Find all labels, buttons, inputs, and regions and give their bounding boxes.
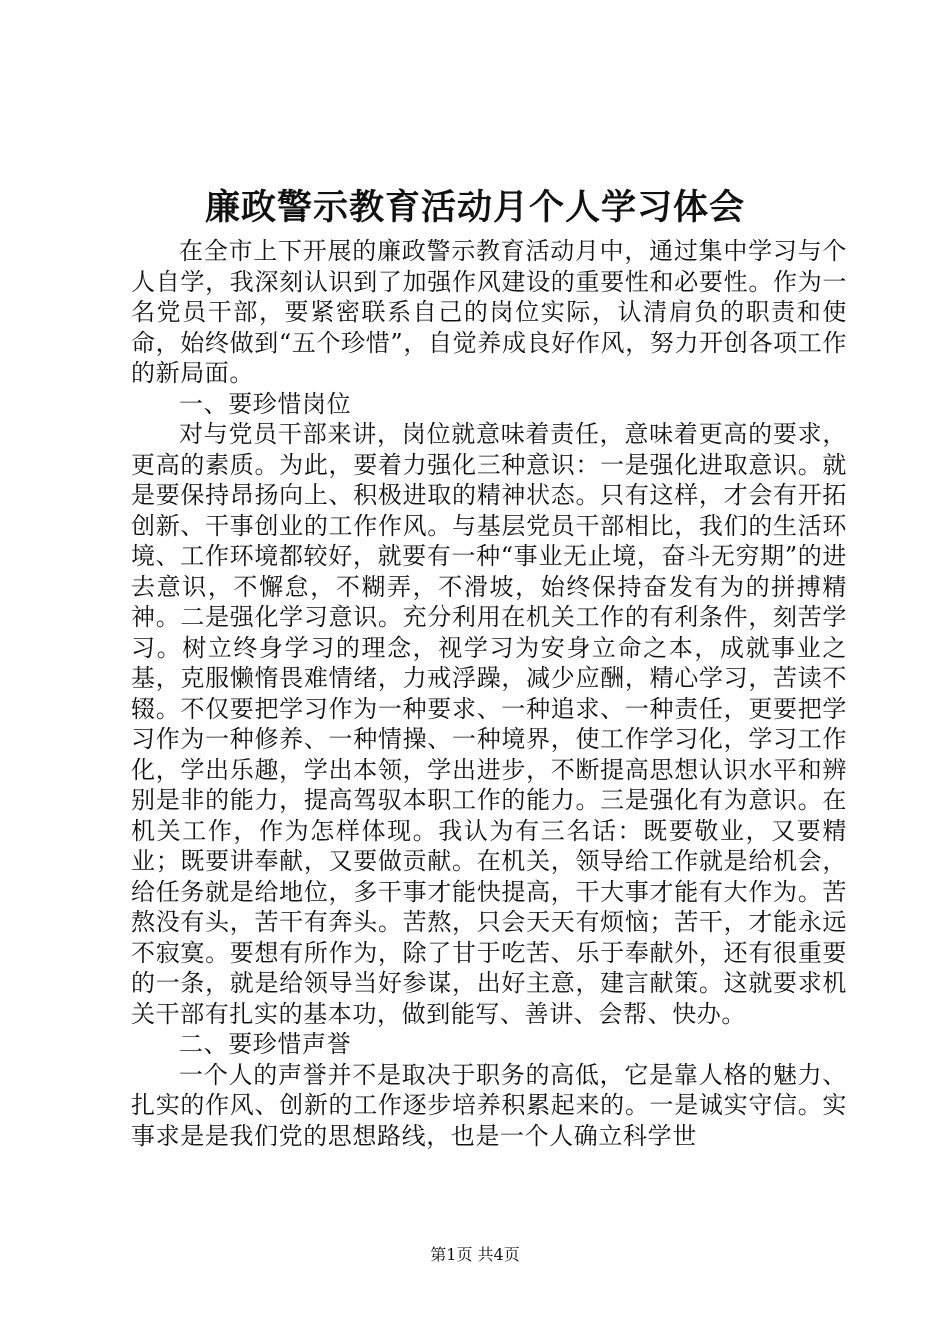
document-body bbox=[131, 236, 847, 1151]
page-footer: 第1页 共4页 bbox=[430, 1245, 520, 1264]
section-2-paragraph: 一个人的声誉并不是取决于职务的高低，它是靠人格的魅力、扎实的作风、创新的工作逐步培养积累起来的。一是诚实守信。实事求是是我们党的思想路线，也是一个人确立科学世 bbox=[131, 1060, 847, 1150]
section-heading-2: 二、要珍惜声誉 bbox=[179, 1030, 352, 1058]
section-1-paragraph: 对与党员干部来讲，岗位就意味着责任，意味着更高的要求，更高的素质。为此，要着力强化三种意识：一是强化进取意识。就是要保持昂扬向上、积极进取的精神状态。只有这样，才会有开拓创新、干事创业的工作作风。与基层党员干部相比，我们的生活环境、工作环境都较好，就要有一种“事业无止境，奋斗无穷期”的进去意识，不懈怠，不糊弄，不滑坡，始终保持奋发有为的拼搏精神。二是强化学习意识。充分利用在机关工作的有利条件，刻苦学习。树立终身学习的理念，视学习为安身立命之本，成就事业之基，克服懒惰畏难情绪，力戒浮躁，减少应酬，精心学习，苦读不辍。不仅要把学习作为一种要求、一种追求、一种责任，更要把学习作为一种修养、一种情操、一种境界，使工作学习化，学习工作化，学出乐趣，学出本领，学出进步，不断提高思想认识水平和辨别是非的能力，提高驾驭本职工作的能力。三是强化有为意识。在机关工作，作为怎样体现。我认为有三名话：既要敬业，又要精业；既要讲奉献，又要做贡献。在机关，领导给工作就是给机会，给任务就是给地位，多干事才能快提高，干大事才能有大作为。苦熬没有头，苦干有奔头。苦熬，只会天天有烦恼；苦干，才能永远不寂寞。要想有所作为，除了甘于吃苦、乐于奉献外，还有很重要的一条，就是给领导当好参谋，出好主意，建言献策。这就要求机关干部有扎实的基本功，做到能写、善讲、会帮、快办。 bbox=[131, 420, 847, 1028]
section-heading-1: 一、要珍惜岗位 bbox=[179, 389, 352, 418]
intro-paragraph: 在全市上下开展的廉政警示教育活动月中，通过集中学习与个人自学，我深刻认识到了加强作风建设的重要性和必要性。作为一名党员干部，要紧密联系自己的岗位实际，认清肩负的职责和使命，始终做到“五个珍惜”，自觉养成良好作风，努力开创各项工作的新局面。 bbox=[131, 237, 847, 387]
document-title: 廉政警示教育活动月个人学习体会 bbox=[204, 188, 745, 228]
